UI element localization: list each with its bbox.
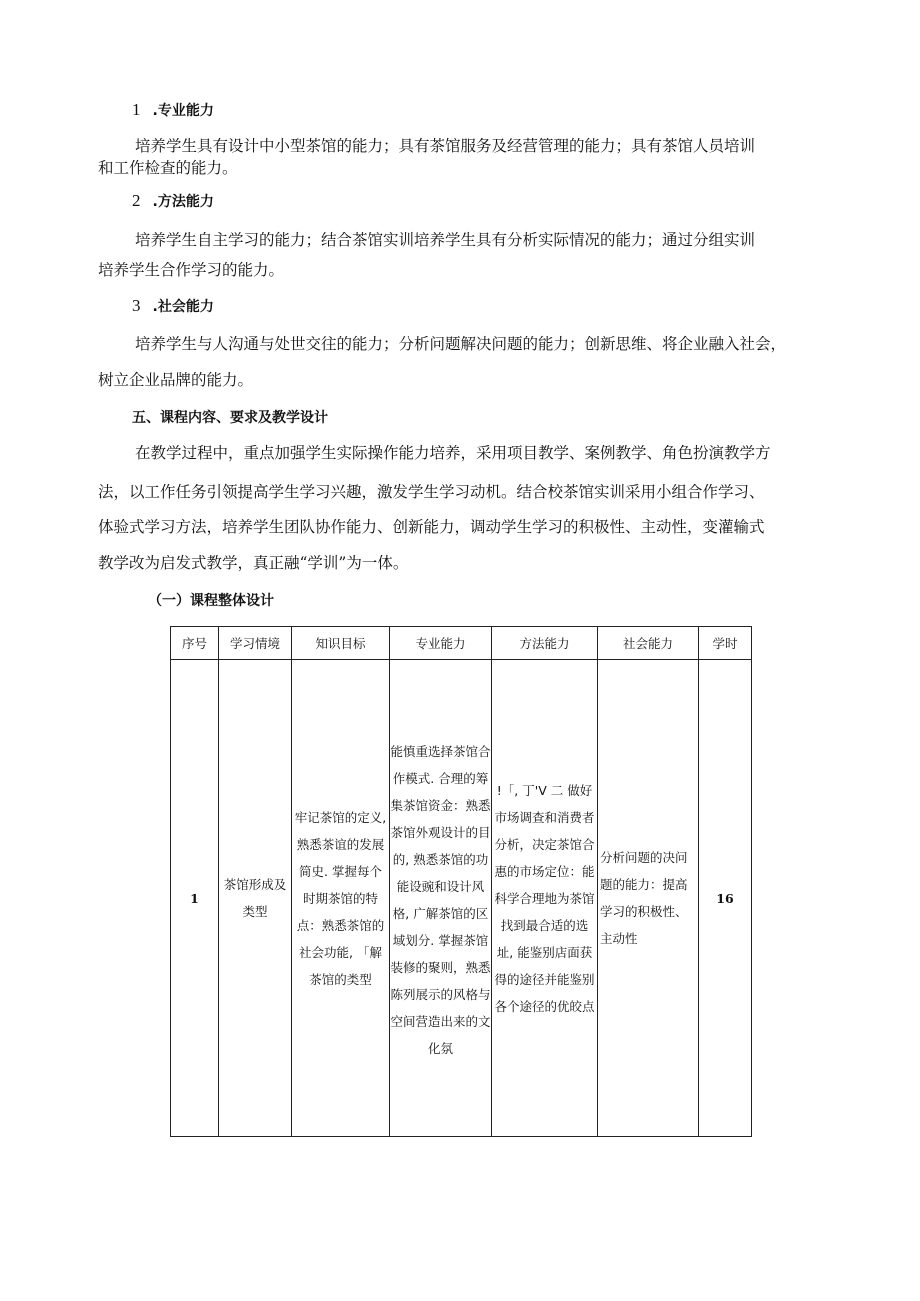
cell-situation	[219, 660, 292, 1137]
section-2-title: .方法能力	[152, 194, 214, 210]
section-5-para-line-4: 教学改为启发式教学，真正融“学训”为一体。	[98, 554, 409, 572]
cell-index	[171, 660, 219, 1137]
cell-knowledge	[292, 660, 390, 1137]
cell-hours	[699, 660, 752, 1137]
section-2-text-line-2: 培养学生合作学习的能力。	[98, 261, 285, 279]
header-social: 社会能力	[598, 627, 699, 660]
row-situation: 茶馆形成及类型	[223, 877, 287, 919]
section-2-text-line-1: 培养学生自主学习的能力；结合茶馆实训培养学生具有分析实际情况的能力；通过分组实训	[135, 231, 756, 249]
section-1-text-line-1: 培养学生具有设计中小型茶馆的能力；具有茶馆服务及经营管理的能力；具有茶馆人员培训	[135, 137, 756, 155]
section-1-number: 1	[132, 100, 141, 119]
section-5-para-line-2: 法，以工作任务引领提高学生学习兴趣，激发学生学习动机。结合校茶馆实训采用小组合作学习、	[98, 483, 765, 501]
header-index: 序号	[171, 627, 219, 660]
section-5-para-line-3: 体验式学习方法，培养学生团队协作能力、创新能力，调动学生学习的积极性、主动性，变灌输式	[98, 518, 765, 536]
subsection-title: （一）课程整体设计	[148, 593, 274, 609]
cell-social	[598, 660, 699, 1137]
section-5-para-line-1: 在教学过程中，重点加强学生实际操作能力培养，采用项目教学、案例教学、角色扮演教学方	[135, 444, 771, 462]
table-row	[171, 660, 752, 1137]
row-hours: 16	[716, 890, 734, 906]
section-3-text-line-1: 培养学生与人沟通与处世交往的能力；分析问题解决问题的能力；创新思维、将企业融入社会，	[135, 335, 787, 353]
header-professional: 专业能力	[390, 627, 492, 660]
header-hours: 学时	[699, 627, 752, 660]
section-5-title: 五、课程内容、要求及教学设计	[132, 410, 328, 426]
section-2-number: 2	[132, 191, 141, 210]
header-knowledge: 知识目标	[292, 627, 390, 660]
section-3-title: .社会能力	[152, 299, 214, 315]
section-3-number: 3	[132, 296, 141, 315]
section-1-title: .专业能力	[152, 103, 214, 119]
header-method: 方法能力	[492, 627, 598, 660]
section-3-heading	[132, 296, 214, 317]
section-3-text-line-2: 树立企业品牌的能力。	[98, 371, 254, 389]
section-1-text-line-2: 和工作检查的能力。	[98, 159, 238, 177]
header-situation: 学习情境	[219, 627, 292, 660]
row-knowledge: 牢记茶馆的定义, 熟悉茶谊的发展简史. 掌握每个时期茶馆的特点：熟悉茶馆的社会功能, 「解茶馆的类型	[294, 809, 387, 987]
cell-method	[492, 660, 598, 1137]
course-design-table	[170, 626, 752, 1137]
row-professional: 能慎重选择茶馆合作模式. 合理的筹集茶馆资金：熟悉茶馆外观设计的目的, 熟悉茶馆的功能设豌和设计风格, 广解茶馆的区域划分. 掌握茶馆装修的聚则，熟悉陈列展示的风格与空间营造出来的文化氛	[390, 744, 491, 1056]
row-social: 分析问题的决问题的能力：提高学习的积极性、主动性	[600, 850, 688, 946]
row-method: !「, 丁'V 二 做好市场调查和消费者分析，决定茶馆合惠的市场定位：能科学合理地为茶馆找到最合适的选址, 能鉴别店面获得的途径并能鉴别各个途径的优皎点	[494, 782, 595, 1014]
section-2-heading	[132, 191, 214, 212]
section-1-heading	[132, 100, 214, 121]
row-index: 1	[190, 890, 199, 906]
table-header-row	[171, 627, 752, 660]
cell-professional	[390, 660, 492, 1137]
